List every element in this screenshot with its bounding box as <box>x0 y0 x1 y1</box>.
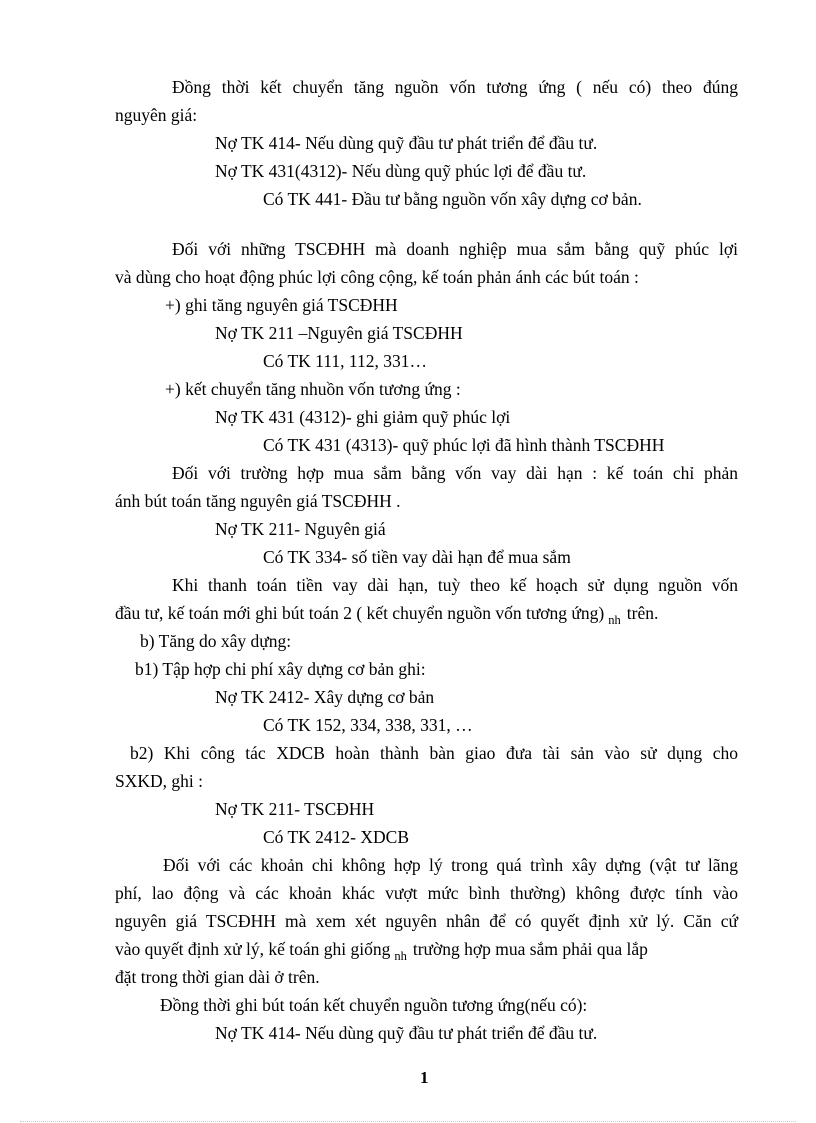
text-span: vào quyết định xử lý, kế toán ghi giống <box>115 939 391 959</box>
text-line: Đồng thời ghi bút toán kết chuyển nguồn tương ứng(nếu có): <box>160 995 588 1015</box>
text-line: Nợ TK 211 –Nguyên giá TSCĐHH <box>215 323 463 343</box>
text-line: phí, lao động và các khoản khác vượt mức bình thường) không được tính vào <box>115 883 738 903</box>
text-line: b2) Khi công tác XDCB hoàn thành bàn giao đưa tài sản vào sử dụng cho <box>130 743 738 763</box>
text-line: Có TK 441- Đầu tư bằng nguồn vốn xây dựng cơ bản. <box>263 189 642 209</box>
text-line: nguyên giá: <box>115 105 198 125</box>
text-line: Đối với các khoản chi không hợp lý trong quá trình xây dựng (vật tư lãng <box>163 855 738 875</box>
text-line: Nợ TK 2412- Xây dựng cơ bản <box>215 687 435 707</box>
text-line: Khi thanh toán tiền vay dài hạn, tuỳ theo kế hoạch sử dụng nguồn vốn <box>172 575 738 595</box>
text-span: nh <box>394 949 407 963</box>
text-line: Có TK 111, 112, 331… <box>263 351 427 371</box>
text-line: Có TK 431 (4313)- quỹ phúc lợi đã hình thành TSCĐHH <box>263 435 665 455</box>
text-line: ánh bút toán tăng nguyên giá TSCĐHH . <box>115 491 401 511</box>
text-line: Đối với những TSCĐHH mà doanh nghiệp mua sắm bằng quỹ phúc lợi <box>172 239 738 259</box>
text-line: Có TK 152, 334, 338, 331, … <box>263 715 473 735</box>
text-span: nh <box>608 613 621 627</box>
text-line: b) Tăng do xây dựng: <box>140 631 292 651</box>
text-line: Nợ TK 211- TSCĐHH <box>215 799 375 819</box>
text-line: +) kết chuyển tăng nhuồn vốn tương ứng : <box>165 379 461 399</box>
text-line: b1) Tập hợp chi phí xây dựng cơ bản ghi: <box>135 659 426 679</box>
text-line: Nợ TK 431 (4312)- ghi giảm quỹ phúc lợi <box>215 407 511 427</box>
page-number: 1 <box>420 1068 429 1087</box>
text-line: nguyên giá TSCĐHH mà xem xét nguyên nhân để có quyết định xử lý. Căn cứ <box>115 911 738 931</box>
text-line: Có TK 2412- XDCB <box>263 827 410 847</box>
text-line <box>115 602 658 626</box>
page-border-divider <box>20 1121 796 1122</box>
text-line: và dùng cho hoạt động phúc lợi công cộng, kế toán phản ánh các bút toán : <box>115 267 639 287</box>
text-line: Đồng thời kết chuyển tăng nguồn vốn tương ứng ( nếu có) theo đúng <box>172 77 738 97</box>
text-span: đầu tư, kế toán mới ghi bút toán 2 ( kết chuyển nguồn vốn tương ứng) <box>115 603 605 623</box>
text-span: trên. <box>626 603 659 623</box>
text-line: +) ghi tăng nguyên giá TSCĐHH <box>165 295 398 315</box>
text-line: Đối với trường hợp mua sắm bằng vốn vay dài hạn : kế toán chỉ phản <box>172 463 738 483</box>
text-line: đặt trong thời gian dài ở trên. <box>115 967 320 987</box>
text-line: Nợ TK 414- Nếu dùng quỹ đầu tư phát triển để đầu tư. <box>215 1023 598 1043</box>
text-line: Có TK 334- số tiền vay dài hạn để mua sắm <box>263 547 571 567</box>
text-line: Nợ TK 414- Nếu dùng quỹ đầu tư phát triển để đầu tư. <box>215 133 598 153</box>
text-line <box>115 938 738 962</box>
text-span: trường hợp mua sắm phải qua lắp <box>412 939 648 959</box>
text-line: Nợ TK 431(4312)- Nếu dùng quỹ phúc lợi để đầu tư. <box>215 161 587 181</box>
text-line: SXKD, ghi : <box>115 771 203 791</box>
text-line: Nợ TK 211- Nguyên giá <box>215 519 386 539</box>
